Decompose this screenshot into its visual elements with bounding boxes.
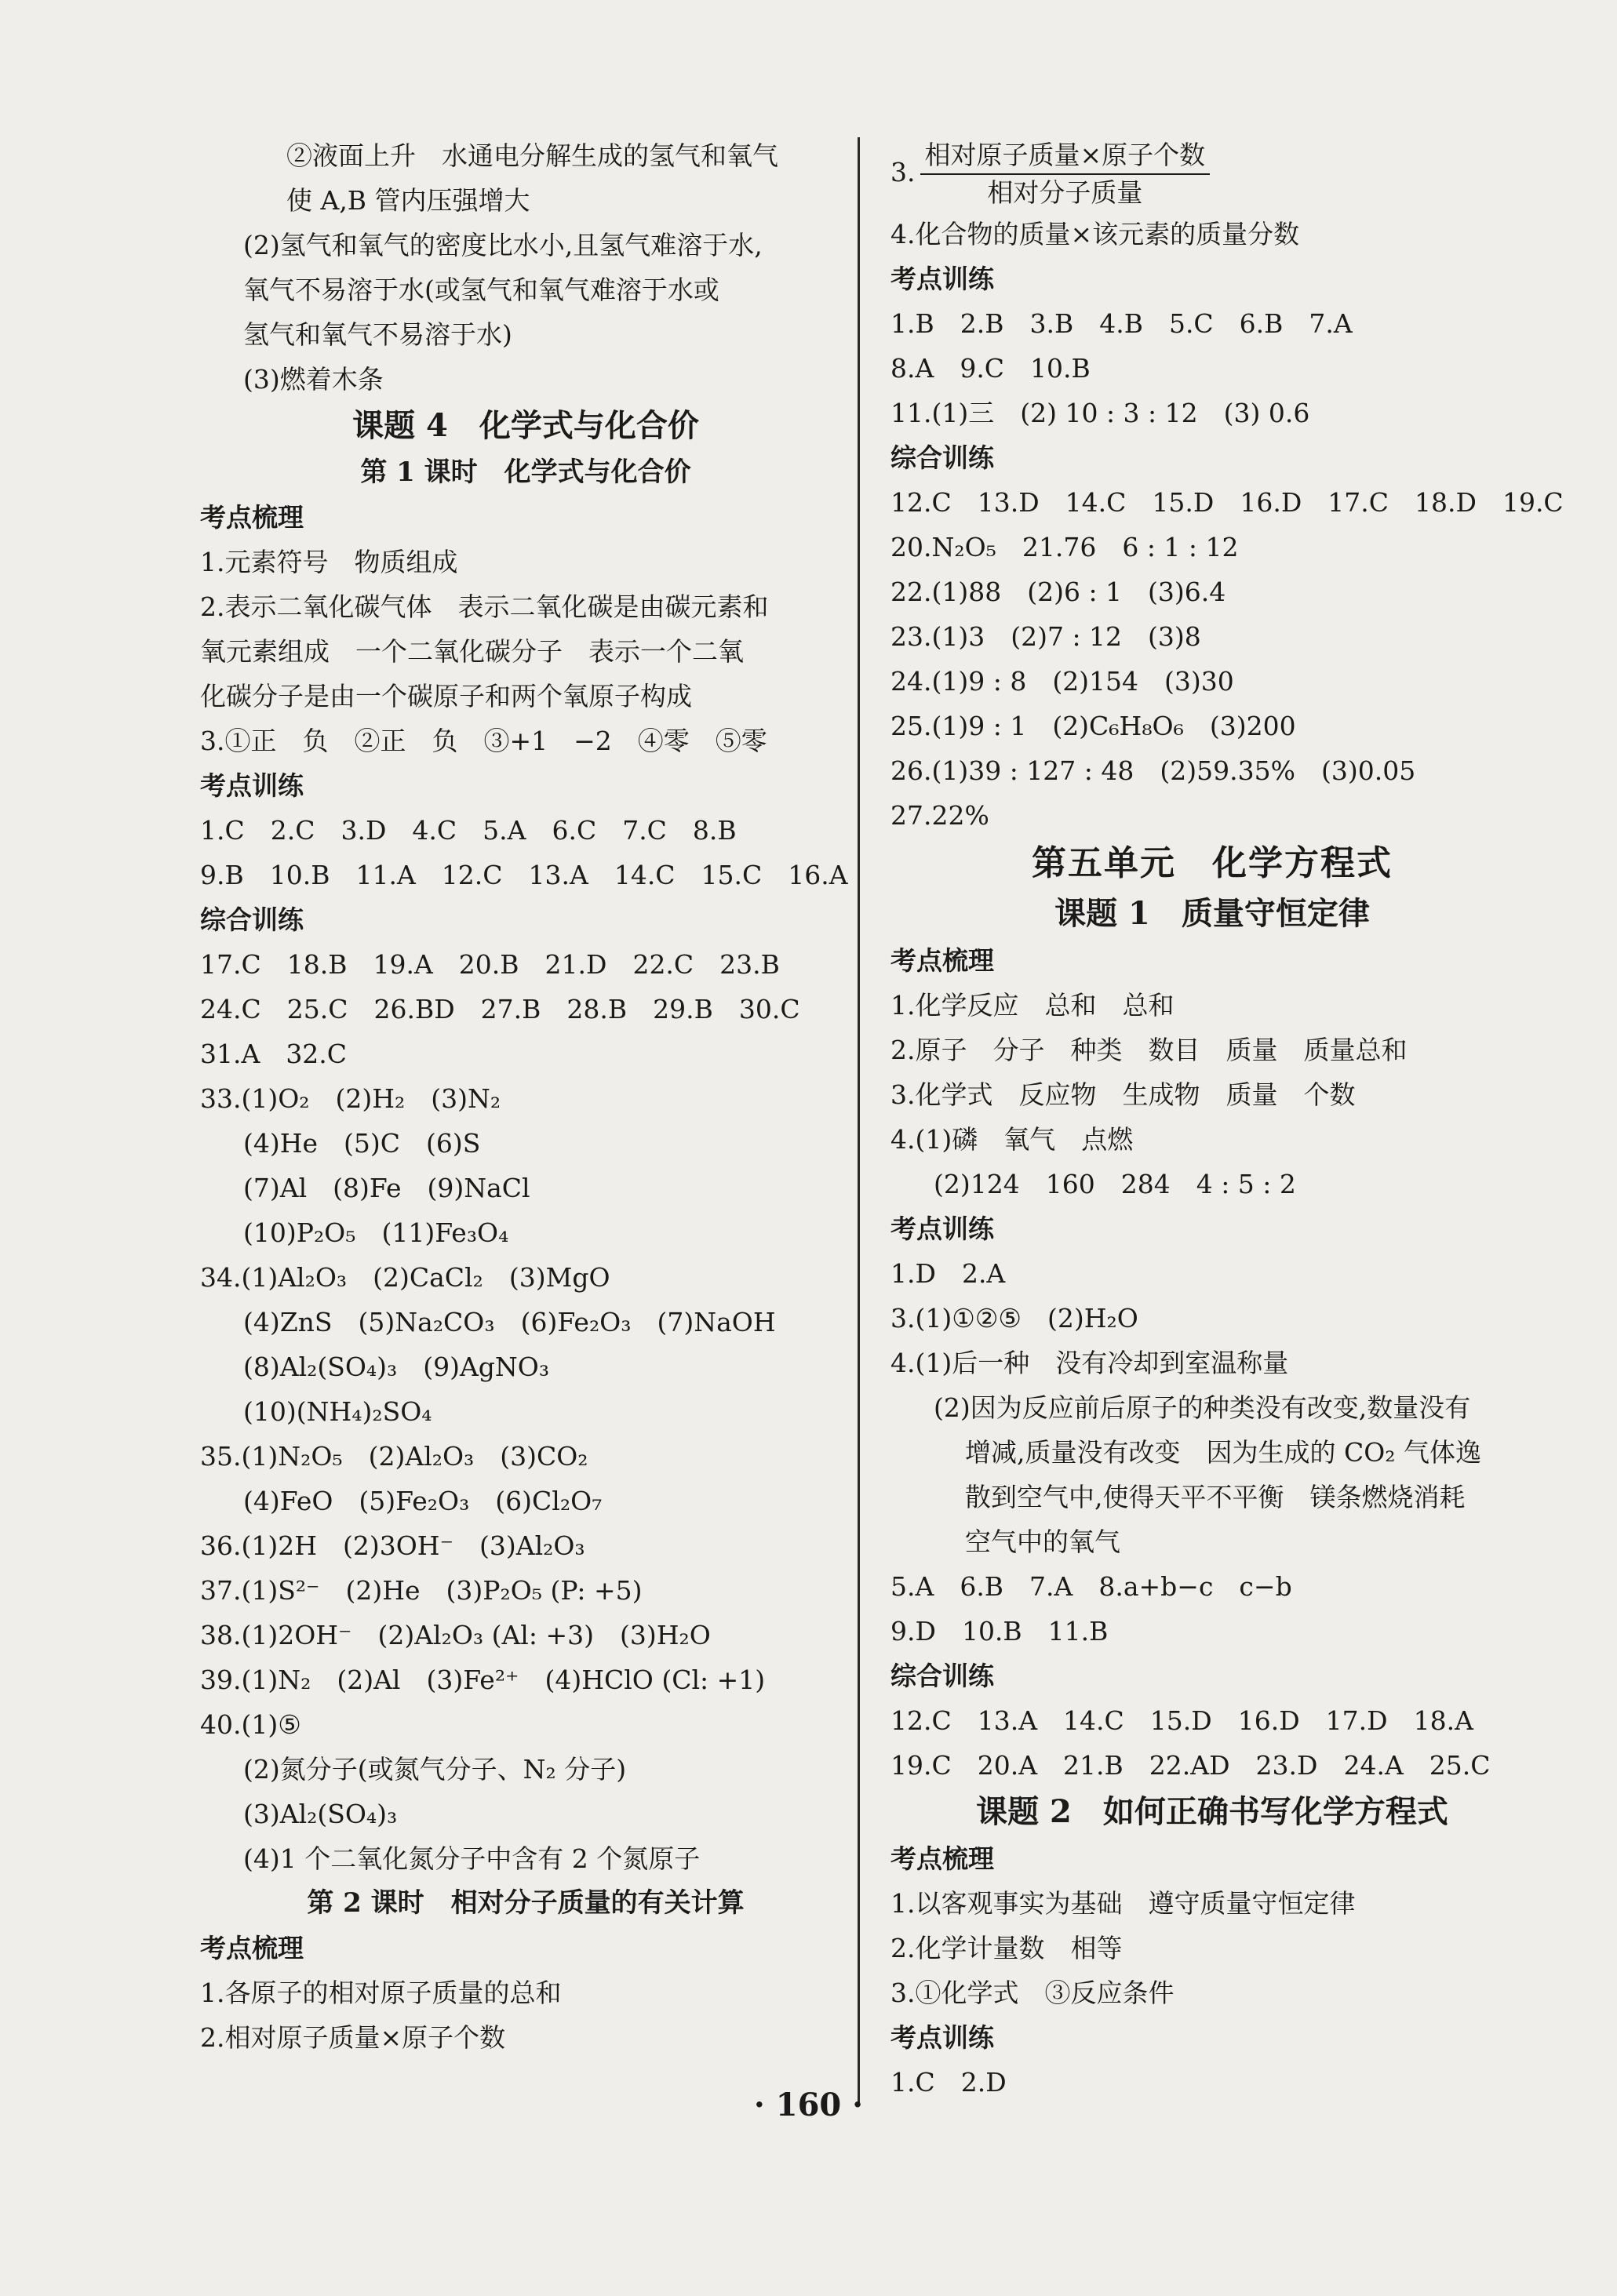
answer-line: 20.N₂O₅ 21.76 6 : 1 : 12 [890,532,1239,562]
answer-line: 24.(1)9 : 8 (2)154 (3)30 [890,666,1234,697]
text-line: 2.表示二氧化碳气体 表示二氧化碳是由碳元素和 [200,591,769,622]
section-heading: 考点梳理 [200,1933,304,1963]
fraction-numerator: 相对原子质量×原子个数 [920,137,1211,175]
column-divider [858,137,860,2106]
answer-line: (3)Al₂(SO₄)₃ [243,1799,398,1829]
answer-line: 17.C 18.B 19.A 20.B 21.D 22.C 23.B [200,949,780,980]
section-title: 课题 2 如何正确书写化学方程式 [976,1793,1448,1830]
answer-line: 31.A 32.C [200,1039,348,1069]
section-heading: 考点梳理 [890,1843,994,1874]
answer-line: 24.C 25.C 26.BD 27.B 28.B 29.B 30.C [200,994,800,1024]
answer-line: 36.(1)2H (2)3OH⁻ (3)Al₂O₃ [200,1530,585,1561]
fraction-line [890,133,1534,212]
answer-line: 19.C 20.A 21.B 22.AD 23.D 24.A 25.C [890,1750,1491,1781]
answer-line: (4)He (5)C (6)S [243,1128,481,1159]
text-line: 4.化合物的质量×该元素的质量分数 [890,219,1300,249]
lesson-title: 第 2 课时 相对分子质量的有关计算 [307,1887,745,1919]
text-line: 氢气和氧气不易溶于水) [243,319,512,350]
text-line: 1.以客观事实为基础 遵守质量守恒定律 [890,1888,1356,1919]
section-heading: 考点训练 [890,2022,994,2053]
text-line: 使 A,B 管内压强增大 [286,185,530,216]
answer-line: 9.B 10.B 11.A 12.C 13.A 14.C 15.C 16.A [200,860,848,890]
answer-line: 11.(1)三 (2) 10 : 3 : 12 (3) 0.6 [890,398,1310,428]
answer-line: 34.(1)Al₂O₃ (2)CaCl₂ (3)MgO [200,1262,610,1293]
section-title: 课题 4 化学式与化合价 [352,407,699,444]
text-line: 1.各原子的相对原子质量的总和 [200,1978,562,2008]
answer-line: 散到空气中,使得天平不平衡 镁条燃烧消耗 [965,1482,1466,1512]
answer-line: 空气中的氧气 [965,1526,1120,1557]
section-heading: 考点训练 [890,264,994,294]
text-line: 3.①正 负 ②正 负 ③+1 −2 ④零 ⑤零 [200,726,767,756]
answer-line: 1.D 2.A [890,1258,1006,1289]
answer-line: (4)1 个二氧化氮分子中含有 2 个氮原子 [243,1843,701,1874]
answer-line: 5.A 6.B 7.A 8.a+b−c c−b [890,1571,1292,1602]
answer-line: 35.(1)N₂O₅ (2)Al₂O₃ (3)CO₂ [200,1441,588,1472]
section-heading: 考点梳理 [890,945,994,976]
page-number: · 160 · [753,2087,864,2123]
answer-line: 3.(1)①②⑤ (2)H₂O [890,1303,1138,1334]
answer-line: 40.(1)⑤ [200,1709,301,1740]
left-column [200,133,851,2060]
section-heading: 考点梳理 [200,502,304,533]
answer-line: (2)因为反应前后原子的种类没有改变,数量没有 [934,1392,1471,1423]
right-column [890,133,1564,2105]
text-line: 2.相对原子质量×原子个数 [200,2022,506,2053]
section-heading: 考点训练 [200,770,304,801]
text-line: 4.(1)磷 氧气 点燃 [890,1124,1134,1155]
text-line: 3.①化学式 ③反应条件 [890,1978,1175,2008]
answer-line: 1.B 2.B 3.B 4.B 5.C 6.B 7.A [890,308,1353,339]
answer-line: 38.(1)2OH⁻ (2)Al₂O₃ (Al: +3) (3)H₂O [200,1620,711,1650]
text-line: 化碳分子是由一个碳原子和两个氧原子构成 [200,681,692,711]
answer-line: 1.C 2.D [890,2067,1007,2098]
answer-line: (8)Al₂(SO₄)₃ (9)AgNO₃ [243,1352,550,1382]
text-line: (3)燃着木条 [243,364,384,395]
answer-line: 25.(1)9 : 1 (2)C₆H₈O₆ (3)200 [890,711,1296,741]
answer-line: 9.D 10.B 11.B [890,1616,1109,1646]
fraction-prefix: 3. [890,157,916,187]
answer-line: 27.22% [890,800,989,831]
section-heading: 综合训练 [890,442,994,473]
answer-line: 12.C 13.D 14.C 15.D 16.D 17.C 18.D 19.C [890,487,1564,518]
text-line: 氧元素组成 一个二氧化碳分子 表示一个二氧 [200,636,744,667]
section-title: 课题 1 质量守恒定律 [1054,895,1370,932]
section-heading: 综合训练 [890,1661,994,1691]
text-line: (2)124 160 284 4 : 5 : 2 [934,1169,1296,1199]
text-line: 3.化学式 反应物 生成物 质量 个数 [890,1079,1356,1110]
text-line: 氧气不易溶于水(或氢气和氧气难溶于水或 [243,275,719,305]
answer-line: 37.(1)S²⁻ (2)He (3)P₂O₅ (P: +5) [200,1575,643,1606]
answer-line: (7)Al (8)Fe (9)NaCl [243,1173,530,1203]
answer-line: (4)ZnS (5)Na₂CO₃ (6)Fe₂O₃ (7)NaOH [243,1307,776,1337]
answer-line: 8.A 9.C 10.B [890,353,1091,384]
text-line: 2.化学计量数 相等 [890,1933,1123,1963]
answer-line: 22.(1)88 (2)6 : 1 (3)6.4 [890,577,1226,607]
answer-line: 12.C 13.A 14.C 15.D 16.D 17.D 18.A [890,1705,1473,1736]
answer-line: (10)P₂O₅ (11)Fe₃O₄ [243,1217,509,1248]
answer-line: 4.(1)后一种 没有冷却到室温称量 [890,1348,1289,1378]
section-heading: 综合训练 [200,904,304,935]
fraction-denominator: 相对分子质量 [987,177,1143,208]
section-heading: 考点训练 [890,1213,994,1244]
text-line: 1.化学反应 总和 总和 [890,990,1175,1021]
answer-line: (2)氮分子(或氮气分子、N₂ 分子) [243,1754,627,1785]
answer-line: 1.C 2.C 3.D 4.C 5.A 6.C 7.C 8.B [200,815,737,846]
answer-line: (10)(NH₄)₂SO₄ [243,1396,432,1427]
answer-line: 39.(1)N₂ (2)Al (3)Fe²⁺ (4)HClO (Cl: +1) [200,1665,766,1695]
answer-line: 增减,质量没有改变 因为生成的 CO₂ 气体逸 [965,1437,1482,1468]
text-line: ②液面上升 水通电分解生成的氢气和氧气 [286,140,778,171]
answer-line: 33.(1)O₂ (2)H₂ (3)N₂ [200,1083,501,1114]
unit-title: 第五单元 化学方程式 [1032,843,1393,883]
text-line: (2)氢气和氧气的密度比水小,且氢气难溶于水, [243,230,763,260]
text-line: 2.原子 分子 种类 数目 质量 质量总和 [890,1035,1408,1065]
answer-line: 26.(1)39 : 127 : 48 (2)59.35% (3)0.05 [890,755,1416,786]
text-line: 1.元素符号 物质组成 [200,547,458,577]
answer-line: 23.(1)3 (2)7 : 12 (3)8 [890,621,1201,652]
lesson-title: 第 1 课时 化学式与化合价 [360,457,691,488]
fraction [920,137,1211,211]
answer-line: (4)FeO (5)Fe₂O₃ (6)Cl₂O₇ [243,1486,603,1516]
